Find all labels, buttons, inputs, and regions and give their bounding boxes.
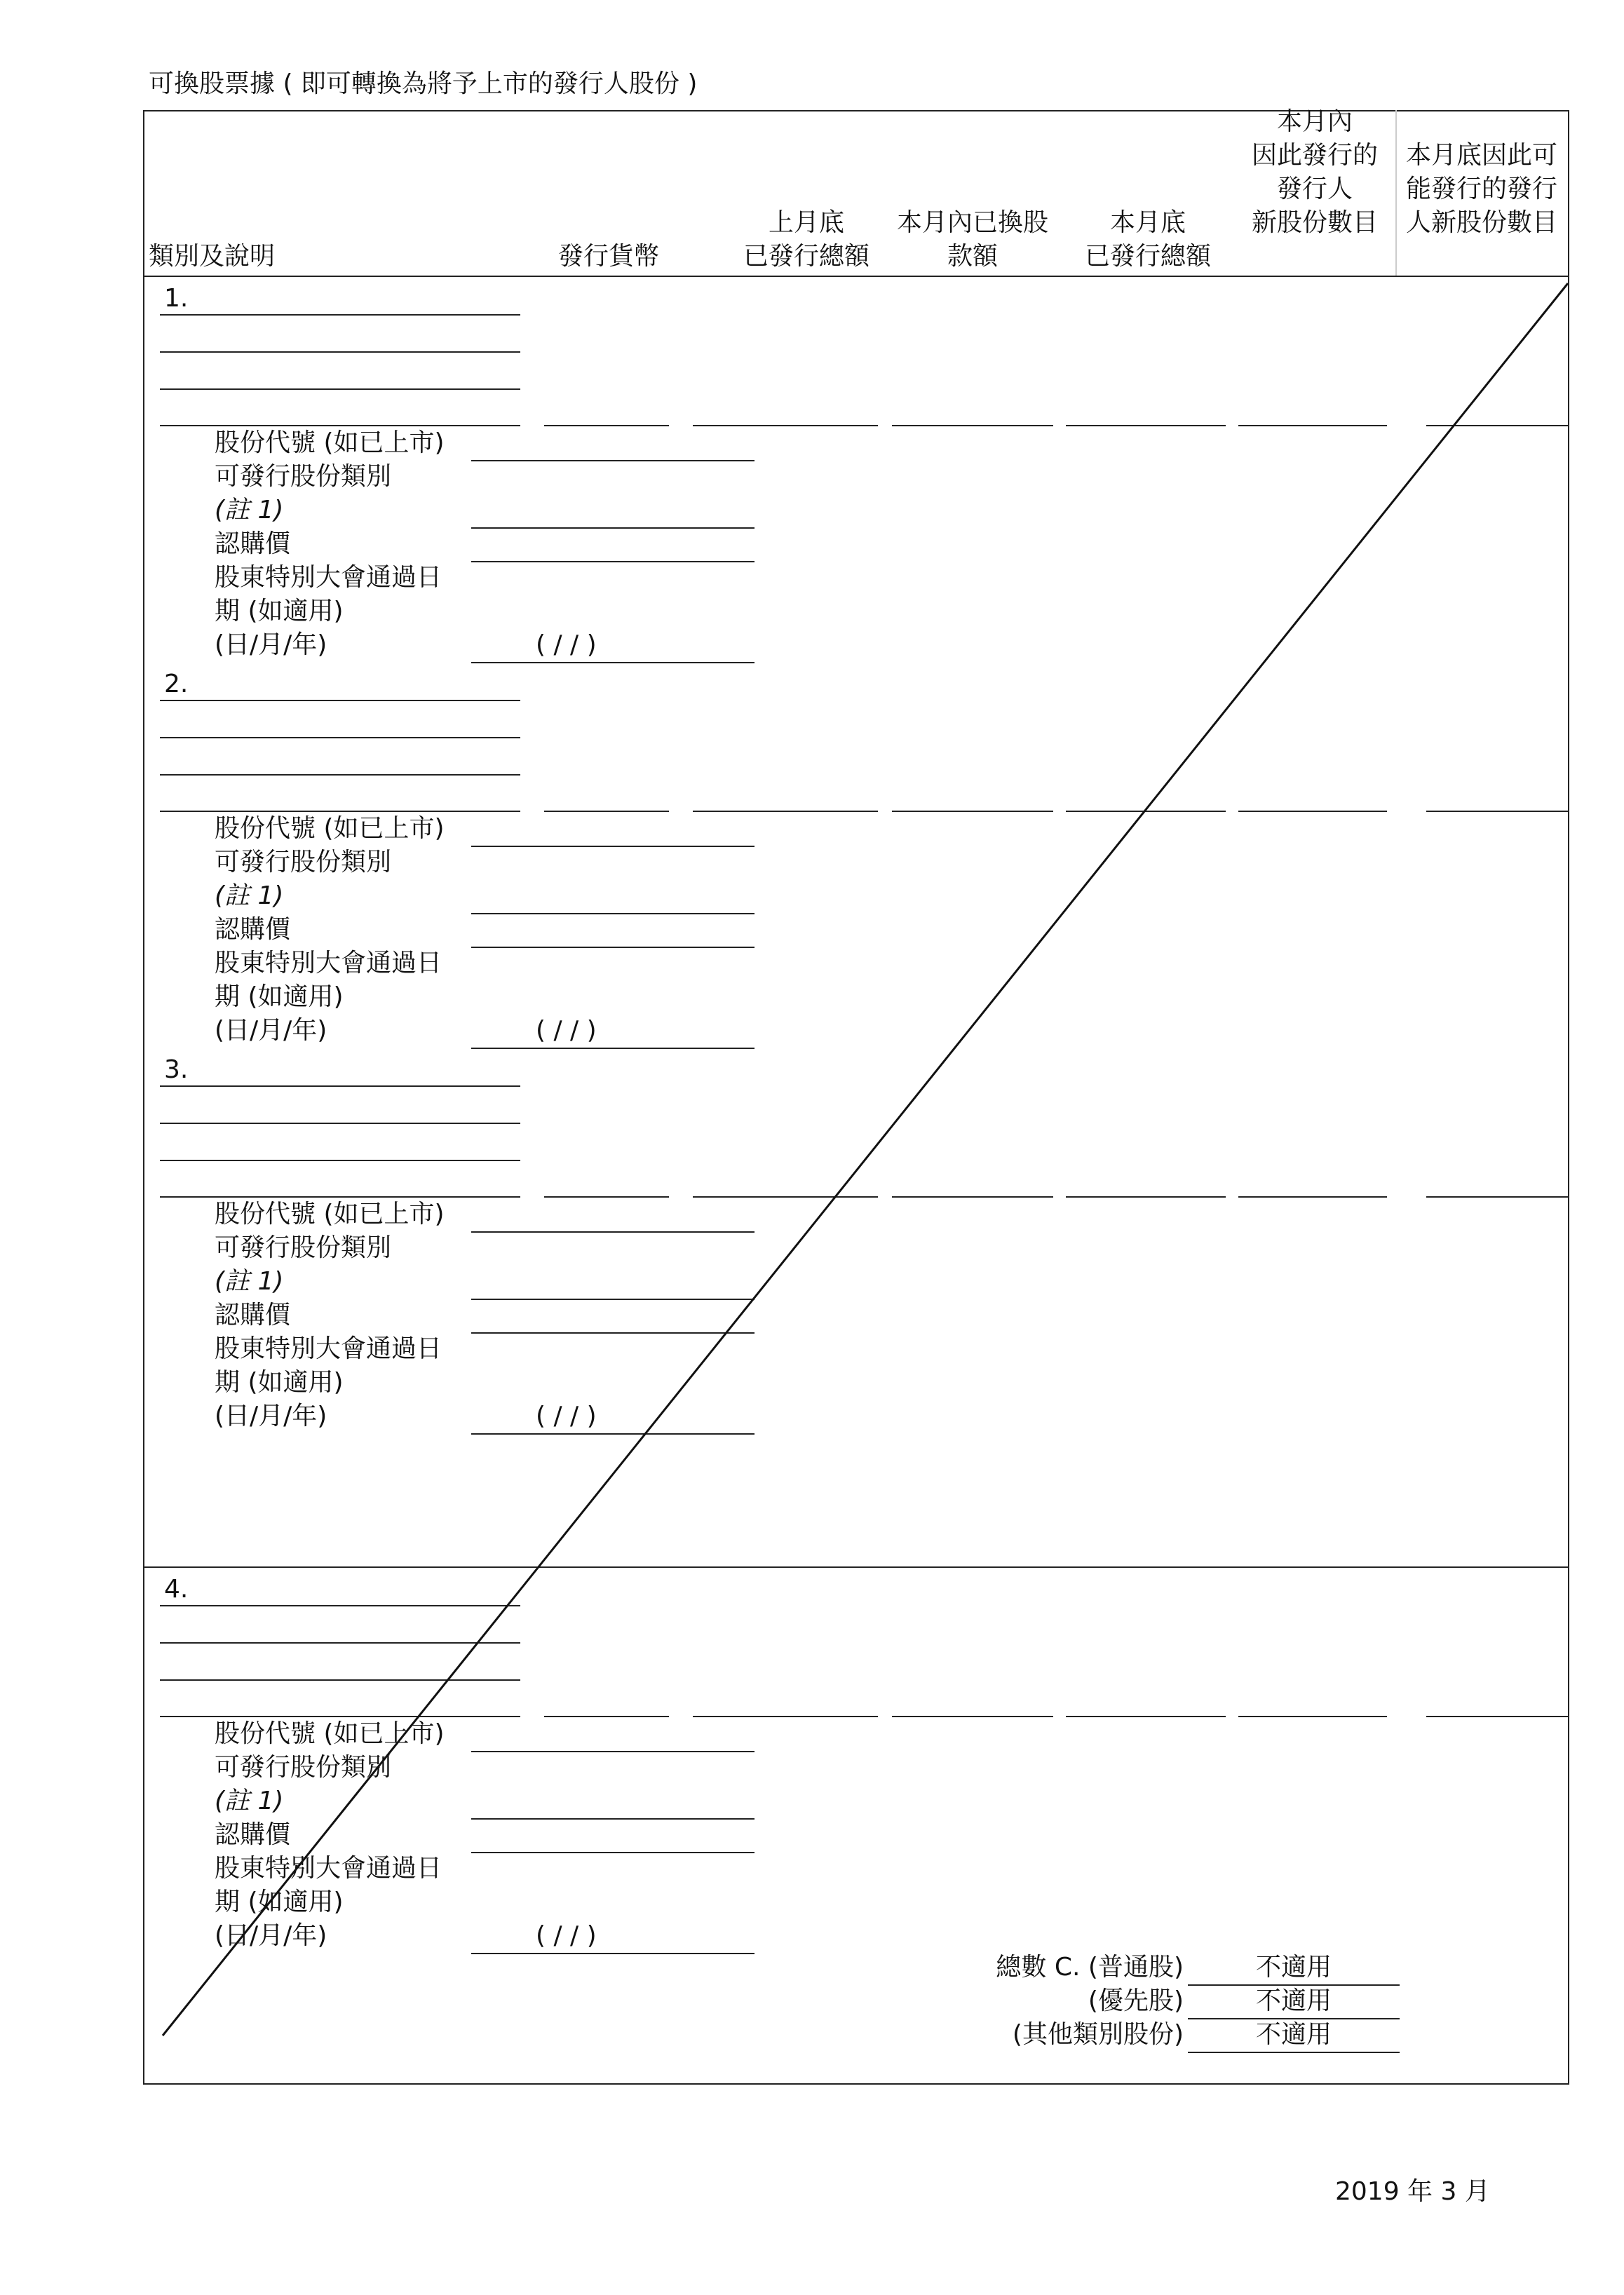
subscription-price-label: 認購價 — [215, 915, 291, 944]
header-prev-total-1: 上月底 — [768, 208, 844, 237]
subscription-price-label: 認購價 — [215, 1301, 291, 1329]
egm-date-label: 股東特別大會通過日 — [215, 1334, 442, 1363]
egm-date-label: 股東特別大會通過日 — [215, 563, 442, 592]
egm-date-label: (日/月/年) — [215, 630, 327, 659]
header-end-total-1: 本月底 — [1109, 208, 1186, 237]
egm-date-label: (日/月/年) — [215, 1921, 327, 1950]
share-class-label: 可發行股份類別 — [215, 1233, 392, 1262]
form-title: 可換股票據 ( 即可轉換為將予上市的發行人股份 ) — [149, 69, 698, 98]
stock-code-label: 股份代號 (如已上市) — [215, 1719, 445, 1748]
stock-code-label: 股份代號 (如已上市) — [215, 1200, 445, 1228]
item-number: 1. — [164, 284, 189, 313]
subscription-price-label: 認購價 — [215, 529, 291, 558]
date-placeholder: ( / / ) — [536, 1402, 597, 1430]
egm-date-label: 股東特別大會通過日 — [215, 1854, 442, 1883]
date-placeholder: ( / / ) — [536, 1016, 597, 1045]
egm-date-label: 期 (如適用) — [215, 597, 344, 625]
header-new-shares-2: 因此發行的 — [1251, 141, 1378, 170]
egm-date-label: (日/月/年) — [215, 1402, 327, 1430]
totals-label: 總數 C. — [996, 1953, 1081, 1982]
egm-date-label: 期 (如適用) — [215, 1888, 344, 1916]
note-label: (註 1) — [215, 496, 284, 524]
totals-other-value: 不適用 — [1255, 2020, 1332, 2049]
stock-code-label: 股份代號 (如已上市) — [215, 428, 445, 457]
header-new-shares-4: 新股份數目 — [1251, 208, 1378, 237]
header-category: 類別及說明 — [149, 242, 276, 271]
note-label: (註 1) — [215, 1787, 284, 1815]
share-class-label: 可發行股份類別 — [215, 848, 392, 876]
header-end-total-2: 已發行總額 — [1084, 242, 1211, 271]
share-class-label: 可發行股份類別 — [215, 462, 392, 491]
totals-preference: (優先股) — [1088, 1986, 1184, 2015]
share-class-label: 可發行股份類別 — [215, 1753, 392, 1782]
item-number: 4. — [164, 1575, 189, 1604]
header-new-shares-3: 發行人 — [1276, 175, 1353, 203]
header-converted-2: 款額 — [947, 242, 998, 271]
totals-ordinary-value: 不適用 — [1255, 1953, 1332, 1982]
header-possible-3: 人新股份數目 — [1405, 208, 1557, 237]
header-currency: 發行貨幣 — [558, 242, 660, 271]
totals-other: (其他類別股份) — [1012, 2020, 1184, 2049]
totals-ordinary: (普通股) — [1088, 1953, 1184, 1982]
date-placeholder: ( / / ) — [536, 1921, 597, 1950]
egm-date-label: 期 (如適用) — [215, 982, 344, 1011]
subscription-price-label: 認購價 — [215, 1820, 291, 1849]
egm-date-label: 股東特別大會通過日 — [215, 949, 442, 977]
item-number: 3. — [164, 1055, 189, 1084]
note-label: (註 1) — [215, 1267, 284, 1296]
stock-code-label: 股份代號 (如已上市) — [215, 814, 445, 843]
header-new-shares-1: 本月內 — [1276, 107, 1353, 136]
header-prev-total-2: 已發行總額 — [743, 242, 869, 271]
footer-date: 2019 年 3 月 — [1335, 2177, 1490, 2206]
egm-date-label: (日/月/年) — [215, 1016, 327, 1045]
header-possible-2: 能發行的發行 — [1405, 175, 1557, 203]
date-placeholder: ( / / ) — [536, 630, 597, 659]
note-label: (註 1) — [215, 881, 284, 910]
totals-preference-value: 不適用 — [1255, 1986, 1332, 2015]
egm-date-label: 期 (如適用) — [215, 1368, 344, 1397]
header-possible-1: 本月底因此可 — [1405, 141, 1557, 170]
header-converted-1: 本月內已換股 — [896, 208, 1048, 237]
item-number: 2. — [164, 670, 189, 698]
